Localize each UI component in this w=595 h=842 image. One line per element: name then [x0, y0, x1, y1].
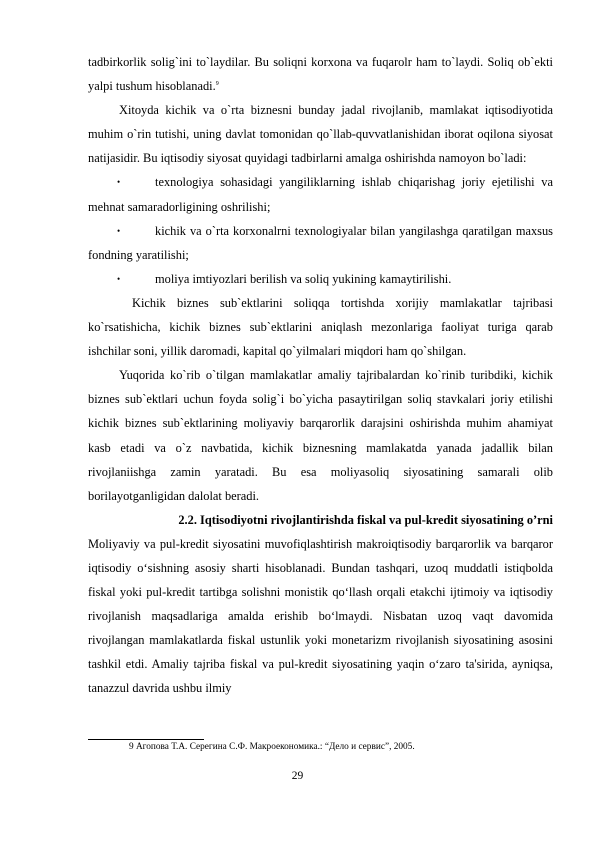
bullet-icon: •: [117, 273, 121, 284]
paragraph-2: Xitoyda kichik va o`rta biznesni bunday jadal rivojlanib, mamlakat iqtisodiyotida muhim o`rin tutishi, uning davlat tomonidan qo`llab-quvvatlanishidan iborat oqilona siyosat natijasidir. Bu iqtisodiy siyosat quyidagi tadbirlarni amalga oshirishda namoyon bo`ladi:: [88, 103, 553, 166]
footnote: 9 Агопова Т.А. Серегина С.Ф. Макроекономика.: “Дело и сервис”, 2005.: [129, 742, 415, 752]
bullet-icon: •: [117, 177, 121, 188]
paragraph-1: tadbirkorlik solig`ini to`laydilar. Bu soliqni korxona va fuqarolr ham to`laydi. Soliq ob`ekti yalpi tushum hisoblanadi.$^9$: [88, 55, 553, 94]
page-number: 29: [291, 770, 304, 782]
section-heading: 2.2. Iqtisodiyotni rivojlantirishda fiskal va pul-kredit siyosatining o’rni: [178, 512, 553, 527]
paragraph-5: Moliyaviy va pul-kredit siyosatini muvofiqlashtirish makroiqtisodiy barqarorlik va barqaror iqtisodiy o‘sishning asosiy sharti hisoblanadi. Bundan tashqari, uzoq muddatli istiqbolda fiskal yoki pul-kredit tartibga solishni monistik qo‘llash orqali etakchi ijtimoiy va iqtisodiy rivojlanish maqsadlariga amalda erishib bo‘lmaydi. Nisbatan uzoq vaqt davomida rivojlangan mamlakatlarda fiskal ustunlik yoki monetarizm rivojlanish siyosatining asosini tashkil etdi. Amaliy tajriba fiskal va pul-kredit siyosatining yaqin o‘zaro ta'sirida, ayniqsa, tanazzul davrida ushbu ilmiy: [88, 536, 553, 696]
bullet-item: • texnologiya sohasidagi yangiliklarning ishlab chiqarishag joriy ejetilishi va mehnat samaradorligining oshrilishi;: [88, 170, 553, 218]
bullet-icon: •: [117, 225, 121, 236]
footnote-marker: 9: [215, 80, 219, 87]
paragraph-3: Kichik biznes sub`ektlarini soliqqa tortishda xorijiy mamlakatlar tajribasi ko`rsatishicha, kichik biznes sub`ektlarini aniqlash mezonlariga faoliyat turiga qarab ishchilar soni, yillik daromadi, kapital qo`yilmalari miqdori ham qo`shilgan.: [88, 295, 553, 359]
bullet-item: • moliya imtiyozlari berilish va soliq yukining kamaytirilishi.: [88, 267, 553, 291]
footnote-divider: [88, 739, 204, 740]
page-body: [88, 50, 553, 701]
bullet-item: • kichik va o`rta korxonalrni texnologiyalar bilan yangilashga qaratilgan maxsus fondning yaratilishi;: [88, 219, 553, 267]
paragraph-4: Yuqorida ko`rib o`tilgan mamlakatlar amaliy tajribalardan ko`rinib turibdiki, kichik biznes sub`ektlari uchun foyda solig`i bo`yicha pasaytirilgan soliq stavkalari joriy etilishi kichik biznes sub`ektlarining moliyaviy barqarorlik darajsini oshirishda muhim ahamiyat kasb etadi va o`z navbatida, kichik biznesning mamlakatda yanada jadallik bilan rivojlaniishga zamin yaratadi. Bu esa moliyasoliq siyosatining samarali olib borilayotganligidan dalolat beradi.: [88, 368, 553, 503]
